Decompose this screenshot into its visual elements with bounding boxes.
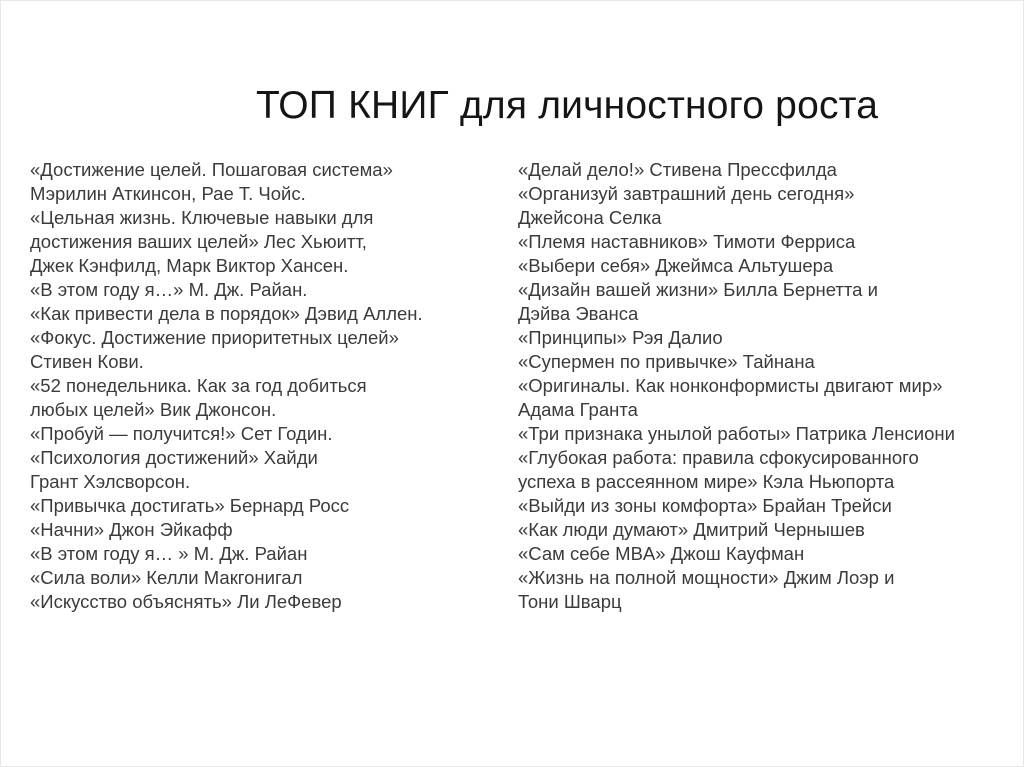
book-list-line: «Начни» Джон Эйкафф bbox=[30, 519, 233, 540]
book-list-line: «Цельная жизнь. Ключевые навыки для bbox=[30, 207, 374, 228]
book-list-line: «Фокус. Достижение приоритетных целей» bbox=[30, 327, 399, 348]
book-list-line: «Искусство объяснять» Ли ЛеФевер bbox=[30, 591, 342, 612]
book-list-line: «Делай дело!» Стивена Прессфилда bbox=[518, 159, 837, 180]
book-list-line: «В этом году я…» М. Дж. Райан. bbox=[30, 279, 308, 300]
book-list-line: Грант Хэлсворсон. bbox=[30, 471, 191, 492]
book-list-line: «Достижение целей. Пошаговая система» bbox=[30, 159, 393, 180]
book-list-line: «Пробуй — получится!» Сет Годин. bbox=[30, 423, 333, 444]
book-list-line: «Дизайн вашей жизни» Билла Бернетта и bbox=[518, 279, 878, 300]
book-list-left bbox=[30, 158, 490, 614]
book-list-line: успеха в рассеянном мире» Кэла Ньюпорта bbox=[518, 471, 895, 492]
book-list-line: «Глубокая работа: правила сфокусированного bbox=[518, 447, 919, 468]
book-list-line: Джейсона Селка bbox=[518, 207, 662, 228]
book-list-line: «Супермен по привычке» Тайнана bbox=[518, 351, 815, 372]
book-list-line: «Выбери себя» Джеймса Альтушера bbox=[518, 255, 834, 276]
slide-title: ТОП КНИГ для личностного роста bbox=[256, 84, 879, 127]
book-list-line: «В этом году я… » М. Дж. Райан bbox=[30, 543, 308, 564]
book-list-line: «Оригиналы. Как нонконформисты двигают мир» bbox=[518, 375, 943, 396]
book-list-line: «52 понедельника. Как за год добиться bbox=[30, 375, 367, 396]
book-list-line: «Как привести дела в порядок» Дэвид Аллен. bbox=[30, 303, 423, 324]
book-list-line: «Организуй завтрашний день сегодня» bbox=[518, 183, 855, 204]
book-list-line: Адама Гранта bbox=[518, 399, 638, 420]
book-list-line: «Принципы» Рэя Далио bbox=[518, 327, 723, 348]
book-list-line: достижения ваших целей» Лес Хьюитт, bbox=[30, 231, 367, 252]
book-list-line: Джек Кэнфилд, Марк Виктор Хансен. bbox=[30, 255, 349, 276]
book-list-line: Стивен Кови. bbox=[30, 351, 144, 372]
book-list-line: «Психология достижений» Хайди bbox=[30, 447, 318, 468]
book-list-line: «Привычка достигать» Бернард Росс bbox=[30, 495, 350, 516]
book-list-line: Мэрилин Аткинсон, Рае Т. Чойс. bbox=[30, 183, 306, 204]
book-list-line: «Жизнь на полной мощности» Джим Лоэр и bbox=[518, 567, 895, 588]
book-list-line: любых целей» Вик Джонсон. bbox=[30, 399, 277, 420]
book-list-line: «Сам себе MBA» Джош Кауфман bbox=[518, 543, 805, 564]
book-list-line: Тони Шварц bbox=[518, 591, 622, 612]
book-list-line: «Три признака унылой работы» Патрика Ленсиони bbox=[518, 423, 955, 444]
book-list-line: «Сила воли» Келли Макгонигал bbox=[30, 567, 303, 588]
book-list-line: «Выйди из зоны комфорта» Брайан Трейси bbox=[518, 495, 892, 516]
book-list-line: «Как люди думают» Дмитрий Чернышев bbox=[518, 519, 865, 540]
book-list-line: Дэйва Эванса bbox=[518, 303, 639, 324]
book-list-line: «Племя наставников» Тимоти Ферриса bbox=[518, 231, 856, 252]
book-list-right bbox=[518, 158, 1008, 614]
